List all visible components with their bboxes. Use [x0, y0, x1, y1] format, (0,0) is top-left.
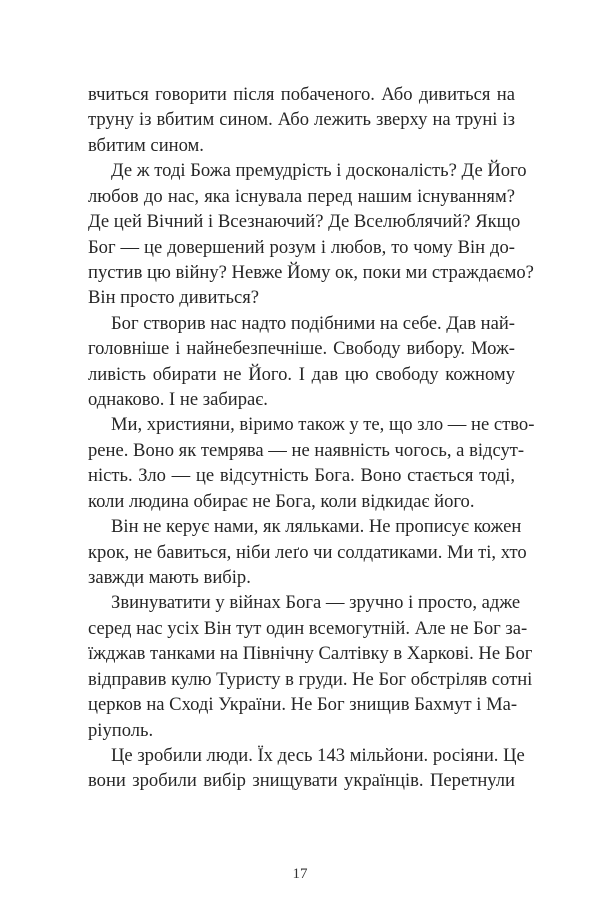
text-line: Це зробили люди. Їх десь 143 мільйони. росіяни. Це: [111, 744, 525, 766]
text-line: Де цей Вічний і Всезнаючий? Де Вселюблячий? Якщо: [88, 211, 521, 233]
text-line: ність. Зло — це відсутність Бога. Воно стається тоді,: [88, 465, 515, 487]
paragraph: [88, 158, 534, 311]
text-line: Бог створив нас надто подібними на себе. Дав най-: [111, 312, 515, 334]
text-line: Бог — це довершений розум і любов, то чому Він до-: [88, 236, 515, 258]
text-line: труну із вбитим сином. Або лежить зверху на труні із: [88, 109, 515, 131]
text-line: Звинуватити у війнах Бога — зручно і просто, адже: [111, 592, 521, 614]
text-line: однаково. І не забирає.: [88, 389, 268, 411]
text-line: вбитим сином.: [88, 134, 204, 156]
paragraph: [88, 514, 527, 590]
text-line: Він просто дивиться?: [88, 287, 260, 309]
text-line: головніше і найнебезпечніше. Свободу вибору. Мож-: [88, 338, 515, 360]
text-line: Ми, християни, віримо також у те, що зло — не ство-: [111, 414, 535, 436]
text-line: Де ж тоді Божа премудрість і досконалість? Де Його: [111, 160, 527, 182]
text-line: любов до нас, яка існувала перед нашим існуванням?: [88, 185, 515, 207]
text-line: пустив цю війну? Невже Йому ок, поки ми страждаємо?: [88, 261, 534, 283]
text-line: вони зробили вибір знищувати українців. Перетнули: [88, 770, 515, 792]
paragraph: [88, 590, 533, 743]
text-line: коли людина обирає не Бога, коли відкидає його.: [88, 490, 475, 512]
text-line: рене. Воно як темрява — не наявність чогось, а відсут-: [88, 439, 525, 461]
paragraph: [88, 412, 535, 514]
text-line: серед нас усіх Він тут один всемогутній. Але не Бог за-: [88, 617, 528, 639]
paragraph: [88, 82, 515, 158]
text-line: крок, не бавиться, ніби леґо чи солдатиками. Ми ті, хто: [88, 541, 527, 563]
text-line: ріуполь.: [88, 719, 154, 741]
paragraph: [88, 743, 525, 794]
text-line: ливість обирати не Його. І дав цю свободу кожному: [88, 363, 515, 385]
text-line: відправив кулю Туристу в груди. Не Бог обстріляв сотні: [88, 668, 533, 690]
body-text: [88, 82, 535, 794]
text-line: церков на Сході України. Не Бог знищив Бахмут і Ма-: [88, 694, 518, 716]
text-line: вчиться говорити після побаченого. Або дивиться на: [88, 84, 515, 105]
paragraph: [88, 311, 515, 413]
text-line: Він не керує нами, як ляльками. Не прописує кожен: [111, 516, 522, 538]
text-line: завжди мають вибір.: [88, 567, 251, 589]
page-number: 17: [292, 866, 308, 882]
text-line: їжджав танками на Північну Салтівку в Харкові. Не Бог: [88, 643, 533, 665]
